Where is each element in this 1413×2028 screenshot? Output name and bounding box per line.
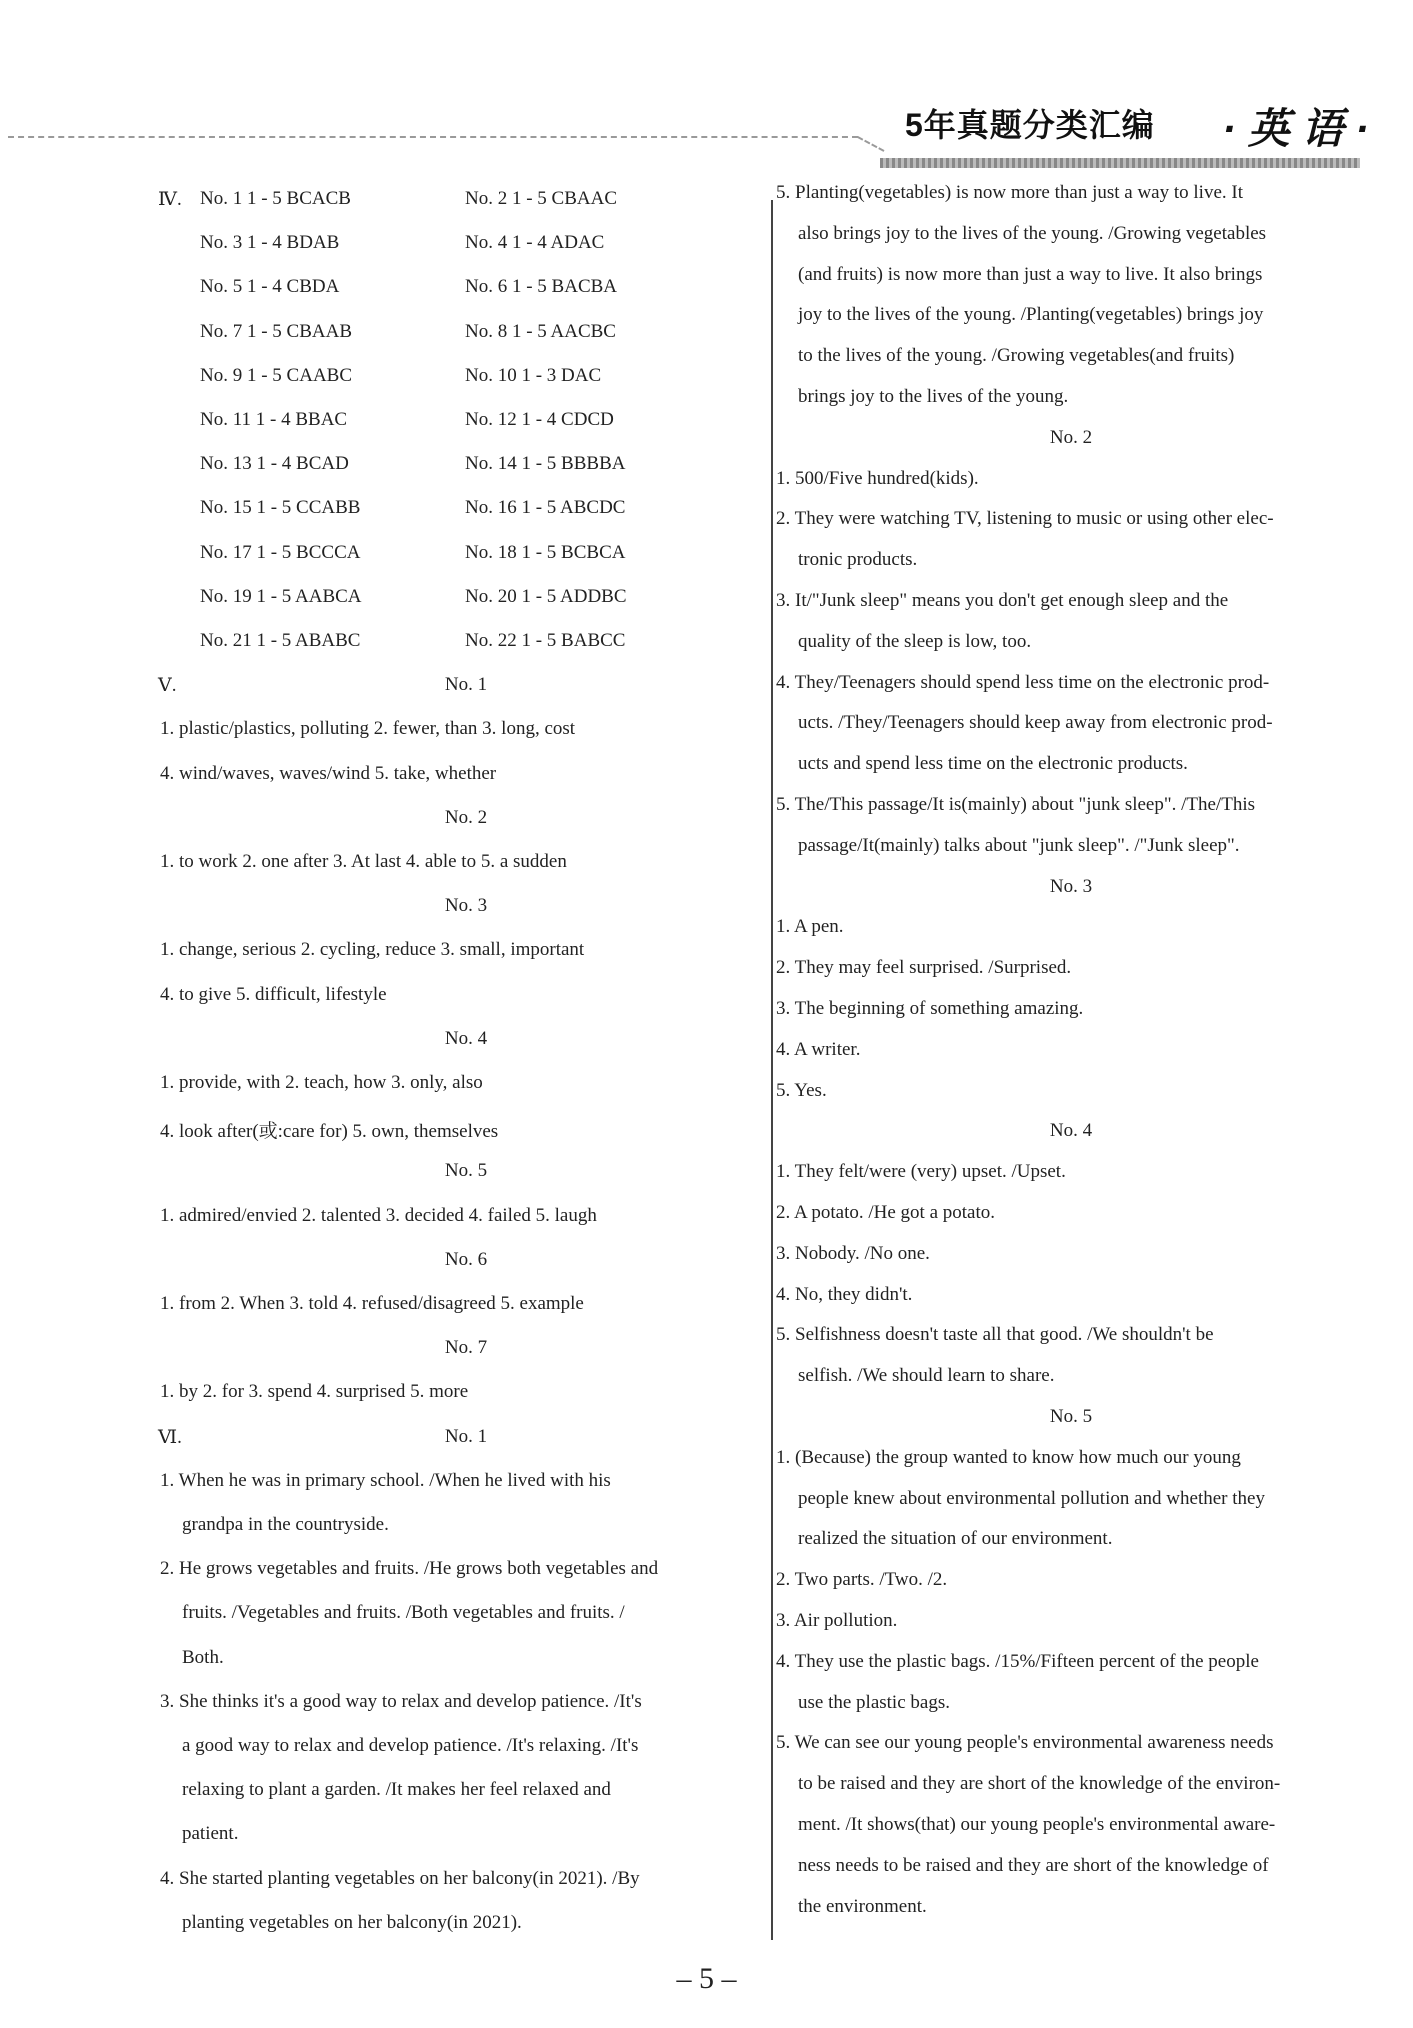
answer-line: 1. A pen. [776, 916, 844, 938]
answer-line: to be raised and they are short of the knowledge of the environ- [798, 1773, 1281, 1795]
answer-line: patient. [182, 1823, 239, 1845]
answer-line: also brings joy to the lives of the young. /Growing vegetables [798, 222, 1267, 244]
page-number: – 5 – [676, 1962, 737, 1995]
header-dashed-rule [8, 136, 858, 138]
answer-line: ness needs to be raised and they are short of the knowledge of [798, 1854, 1269, 1876]
answer-key-item: No. 21 1 - 5 ABABC [200, 630, 361, 651]
answer-key-item: No. 11 1 - 4 BBAC [200, 409, 348, 430]
answer-line: 4. No, they didn't. [776, 1283, 913, 1305]
answer-line: 1. plastic/plastics, polluting 2. fewer, than 3. long, cost [160, 718, 576, 740]
answer-line: brings joy to the lives of the young. [798, 386, 1069, 407]
subsection-heading: No. 7 [444, 1337, 488, 1359]
answer-line: 3. Nobody. /No one. [776, 1242, 930, 1264]
answer-line: 2. They were watching TV, listening to music or using other elec- [776, 508, 1274, 530]
answer-line: ucts and spend less time on the electronic products. [798, 753, 1188, 775]
answer-line: 2. A potato. /He got a potato. [776, 1202, 996, 1223]
answer-line: relaxing to plant a garden. /It makes her feel relaxed and [182, 1779, 611, 1801]
answer-line: 1. (Because) the group wanted to know how much our young [776, 1446, 1241, 1468]
answer-key-item: No. 1 1 - 5 BCACB [200, 188, 351, 209]
answer-key-item: No. 5 1 - 4 CBDA [200, 276, 340, 298]
answer-key-item: No. 13 1 - 4 BCAD [200, 453, 349, 475]
answer-line: 1. When he was in primary school. /When he lived with his [160, 1469, 611, 1491]
answer-key-item: No. 14 1 - 5 BBBBA [465, 453, 626, 475]
subsection-heading: No. 5 [444, 1160, 488, 1182]
section-label-vi: Ⅵ. [158, 1426, 182, 1448]
answer-line: 4. She started planting vegetables on her balcony(in 2021). /By [160, 1867, 640, 1889]
answer-key-item: No. 4 1 - 4 ADAC [465, 232, 605, 254]
subsection-heading: No. 4 [1049, 1120, 1093, 1142]
answer-line: 1. 500/Five hundred(kids). [776, 467, 979, 489]
section-label-v: Ⅴ. [158, 675, 177, 697]
answer-line: 5. The/This passage/It is(mainly) about "junk sleep". /The/This [776, 794, 1255, 815]
answer-line: 4. They use the plastic bags. /15%/Fifteen percent of the people [776, 1650, 1259, 1672]
page-header [0, 100, 1413, 170]
answer-line: 1. They felt/were (very) upset. /Upset. [776, 1161, 1066, 1183]
answer-line: 5. Planting(vegetables) is now more than just a way to live. It [776, 182, 1243, 203]
answer-line: planting vegetables on her balcony(in 2021). [182, 1911, 522, 1933]
answer-line: 4. A writer. [776, 1038, 861, 1060]
answer-line: 5. We can see our young people's environmental awareness needs [776, 1732, 1274, 1754]
subsection-heading: No. 6 [444, 1248, 488, 1270]
answer-line: 4. wind/waves, waves/wind 5. take, whether [160, 762, 497, 784]
answer-line: ucts. /They/Teenagers should keep away from electronic prod- [798, 712, 1273, 734]
answer-line: 1. to work 2. one after 3. At last 4. able to 5. a sudden [160, 851, 567, 872]
answer-line: 5. Yes. [776, 1079, 827, 1101]
answer-line: 1. change, serious 2. cycling, reduce 3. small, important [160, 939, 585, 961]
answer-line: 3. Air pollution. [776, 1610, 898, 1631]
answer-key-item: No. 20 1 - 5 ADDBC [465, 585, 627, 607]
answer-key-item: No. 16 1 - 5 ABCDC [465, 497, 626, 519]
answer-line: Both. [182, 1646, 224, 1668]
header-dashed-rule-slant [857, 136, 884, 152]
answer-line: selfish. /We should learn to share. [798, 1365, 1055, 1387]
answer-line: 1. provide, with 2. teach, how 3. only, also [160, 1072, 483, 1093]
answer-key-item: No. 7 1 - 5 CBAAB [200, 320, 353, 342]
answer-line: 5. Selfishness doesn't taste all that good. /We shouldn't be [776, 1324, 1214, 1346]
subsection-heading: No. 1 [444, 674, 488, 696]
answer-key-item: No. 22 1 - 5 BABCC [465, 630, 626, 651]
section-label-iv: Ⅳ. [158, 189, 182, 210]
answer-line: 2. Two parts. /Two. /2. [776, 1569, 948, 1591]
answer-line: the environment. [798, 1895, 927, 1917]
answer-key-item: No. 3 1 - 4 BDAB [200, 232, 340, 254]
header-bar [880, 158, 1360, 168]
answer-line: passage/It(mainly) talks about "junk sleep". /"Junk sleep". [798, 834, 1240, 856]
answer-line: people knew about environmental pollution and whether they [798, 1487, 1265, 1509]
subsection-heading: No. 3 [1049, 875, 1093, 897]
subject-title: · 英 语 · [1222, 105, 1369, 152]
answer-key-item: No. 15 1 - 5 CCABB [200, 497, 361, 519]
answer-line: 2. He grows vegetables and fruits. /He grows both vegetables and [160, 1558, 659, 1580]
answer-line: 2. They may feel surprised. /Surprised. [776, 957, 1072, 979]
answer-line: quality of the sleep is low, too. [798, 630, 1032, 652]
answer-line: 1. admired/envied 2. talented 3. decided 4. failed 5. laugh [160, 1204, 597, 1226]
answer-line: use the plastic bags. [798, 1691, 950, 1713]
answer-key-item: No. 18 1 - 5 BCBCA [465, 541, 626, 563]
answer-line: 3. It/"Junk sleep" means you don't get enough sleep and the [776, 590, 1229, 611]
column-divider [771, 200, 773, 1940]
answer-line: fruits. /Vegetables and fruits. /Both vegetables and fruits. / [182, 1602, 625, 1624]
subsection-heading: No. 4 [444, 1027, 488, 1049]
answer-line: 4. They/Teenagers should spend less time on the electronic prod- [776, 671, 1270, 693]
answer-line: a good way to relax and develop patience. /It's relaxing. /It's [182, 1735, 639, 1756]
answer-line: 4. look after(或:care for) 5. own, themselves [160, 1121, 499, 1143]
answer-line: 4. to give 5. difficult, lifestyle [160, 983, 387, 1005]
answer-line: (and fruits) is now more than just a way to live. It also brings [798, 263, 1263, 285]
book-title: 5年真题分类汇编 [905, 107, 1155, 143]
answer-line: 1. by 2. for 3. spend 4. surprised 5. more [160, 1381, 469, 1403]
subsection-heading: No. 1 [444, 1425, 488, 1447]
subsection-heading: No. 2 [444, 806, 488, 828]
answer-key-item: No. 2 1 - 5 CBAAC [465, 188, 618, 209]
subsection-heading: No. 3 [444, 895, 488, 917]
answer-line: to the lives of the young. /Growing vegetables(and fruits) [798, 345, 1235, 367]
answer-key-item: No. 17 1 - 5 BCCCA [200, 541, 361, 563]
answer-key-item: No. 8 1 - 5 AACBC [465, 320, 616, 342]
answer-line: joy to the lives of the young. /Planting(vegetables) brings joy [798, 304, 1264, 326]
answer-key-item: No. 6 1 - 5 BACBA [465, 276, 618, 298]
answer-key-item: No. 10 1 - 3 DAC [465, 364, 602, 386]
subsection-heading: No. 2 [1049, 426, 1093, 448]
answer-line: tronic products. [798, 549, 918, 571]
answer-key-item: No. 19 1 - 5 AABCA [200, 585, 362, 607]
answer-key-item: No. 9 1 - 5 CAABC [200, 364, 353, 386]
answer-line: realized the situation of our environment. [798, 1528, 1113, 1550]
answer-line: grandpa in the countryside. [182, 1514, 389, 1535]
answer-line: 3. She thinks it's a good way to relax and develop patience. /It's [160, 1690, 642, 1712]
answer-line: 3. The beginning of something amazing. [776, 998, 1084, 1019]
answer-line: 1. from 2. When 3. told 4. refused/disagreed 5. example [160, 1293, 584, 1314]
answer-key-item: No. 12 1 - 4 CDCD [465, 409, 614, 430]
answer-line: ment. /It shows(that) our young people's environmental aware- [798, 1814, 1276, 1835]
subsection-heading: No. 5 [1049, 1406, 1093, 1427]
